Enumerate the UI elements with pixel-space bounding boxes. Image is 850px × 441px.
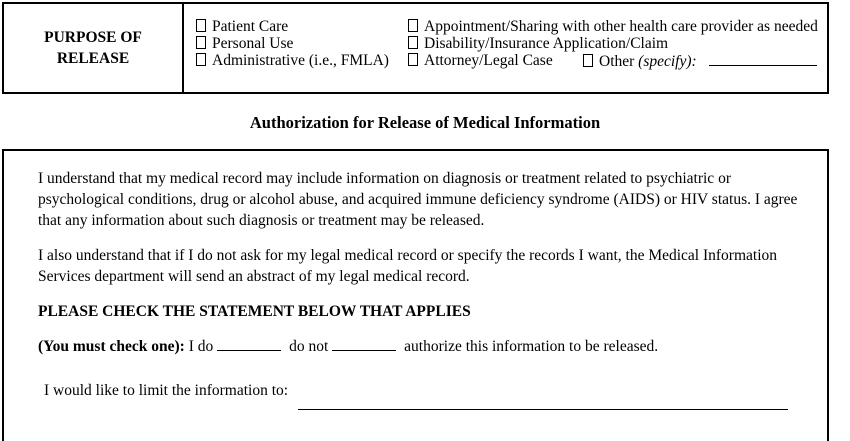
understanding-paragraph-1: I understand that my medical record may include information on diagnosis or treatment related to psychiatric or psychological conditions, drug or alcohol abuse, and acquired immune deficiency syndrome (AIDS) or HIV status. I agree that any information about such diagnosis or treatment may be released. xyxy=(38,170,798,229)
do-not-label: do not xyxy=(289,338,329,355)
other-specify-field[interactable] xyxy=(709,52,817,66)
i-do-label: I do xyxy=(188,338,214,355)
checkbox-icon[interactable] xyxy=(583,54,593,67)
other-specify-label: (specify): xyxy=(638,53,697,70)
checkbox-icon[interactable] xyxy=(408,36,418,49)
do-not-blank[interactable] xyxy=(332,338,396,351)
limit-information-label: I would like to limit the information to: xyxy=(44,382,289,399)
option-label: Personal Use xyxy=(212,35,294,52)
check-statement-heading: PLEASE CHECK THE STATEMENT BELOW THAT APPLIES xyxy=(38,303,471,320)
authorization-choice-line xyxy=(38,336,818,357)
purpose-label-line2: RELEASE xyxy=(56,50,130,67)
checkbox-icon[interactable] xyxy=(408,53,418,66)
i-do-blank[interactable] xyxy=(217,338,281,351)
option-attorney-legal[interactable] xyxy=(408,52,553,69)
option-administrative[interactable] xyxy=(196,52,389,69)
option-label: Other xyxy=(599,53,635,70)
checkbox-icon[interactable] xyxy=(196,36,206,49)
option-other[interactable] xyxy=(583,52,817,70)
authorize-text: authorize this information to be released. xyxy=(404,338,659,355)
checkbox-icon[interactable] xyxy=(196,53,206,66)
option-label: Appointment/Sharing with other health care provider as needed xyxy=(424,18,818,35)
checkbox-icon[interactable] xyxy=(196,19,206,32)
option-label: Administrative (i.e., FMLA) xyxy=(212,52,389,69)
must-check-label: (You must check one): xyxy=(38,338,185,355)
understanding-paragraph-2: I also understand that if I do not ask for my legal medical record or specify the records I want, the Medical Information Services department will send an abstract of my legal medical record. xyxy=(38,247,778,285)
option-disability-insurance[interactable] xyxy=(408,35,668,52)
option-patient-care[interactable] xyxy=(196,18,288,35)
purpose-label-line1: PURPOSE OF xyxy=(44,29,142,46)
page-title: Authorization for Release of Medical Information xyxy=(249,113,601,132)
checkbox-icon[interactable] xyxy=(408,19,418,32)
option-personal-use[interactable] xyxy=(196,35,293,52)
option-label: Disability/Insurance Application/Claim xyxy=(424,35,669,52)
option-appointment-sharing[interactable] xyxy=(408,18,818,35)
purpose-of-release-label xyxy=(4,4,184,92)
option-label: Attorney/Legal Case xyxy=(424,52,553,69)
option-label: Patient Care xyxy=(212,18,289,35)
limit-information-field[interactable] xyxy=(298,409,788,410)
